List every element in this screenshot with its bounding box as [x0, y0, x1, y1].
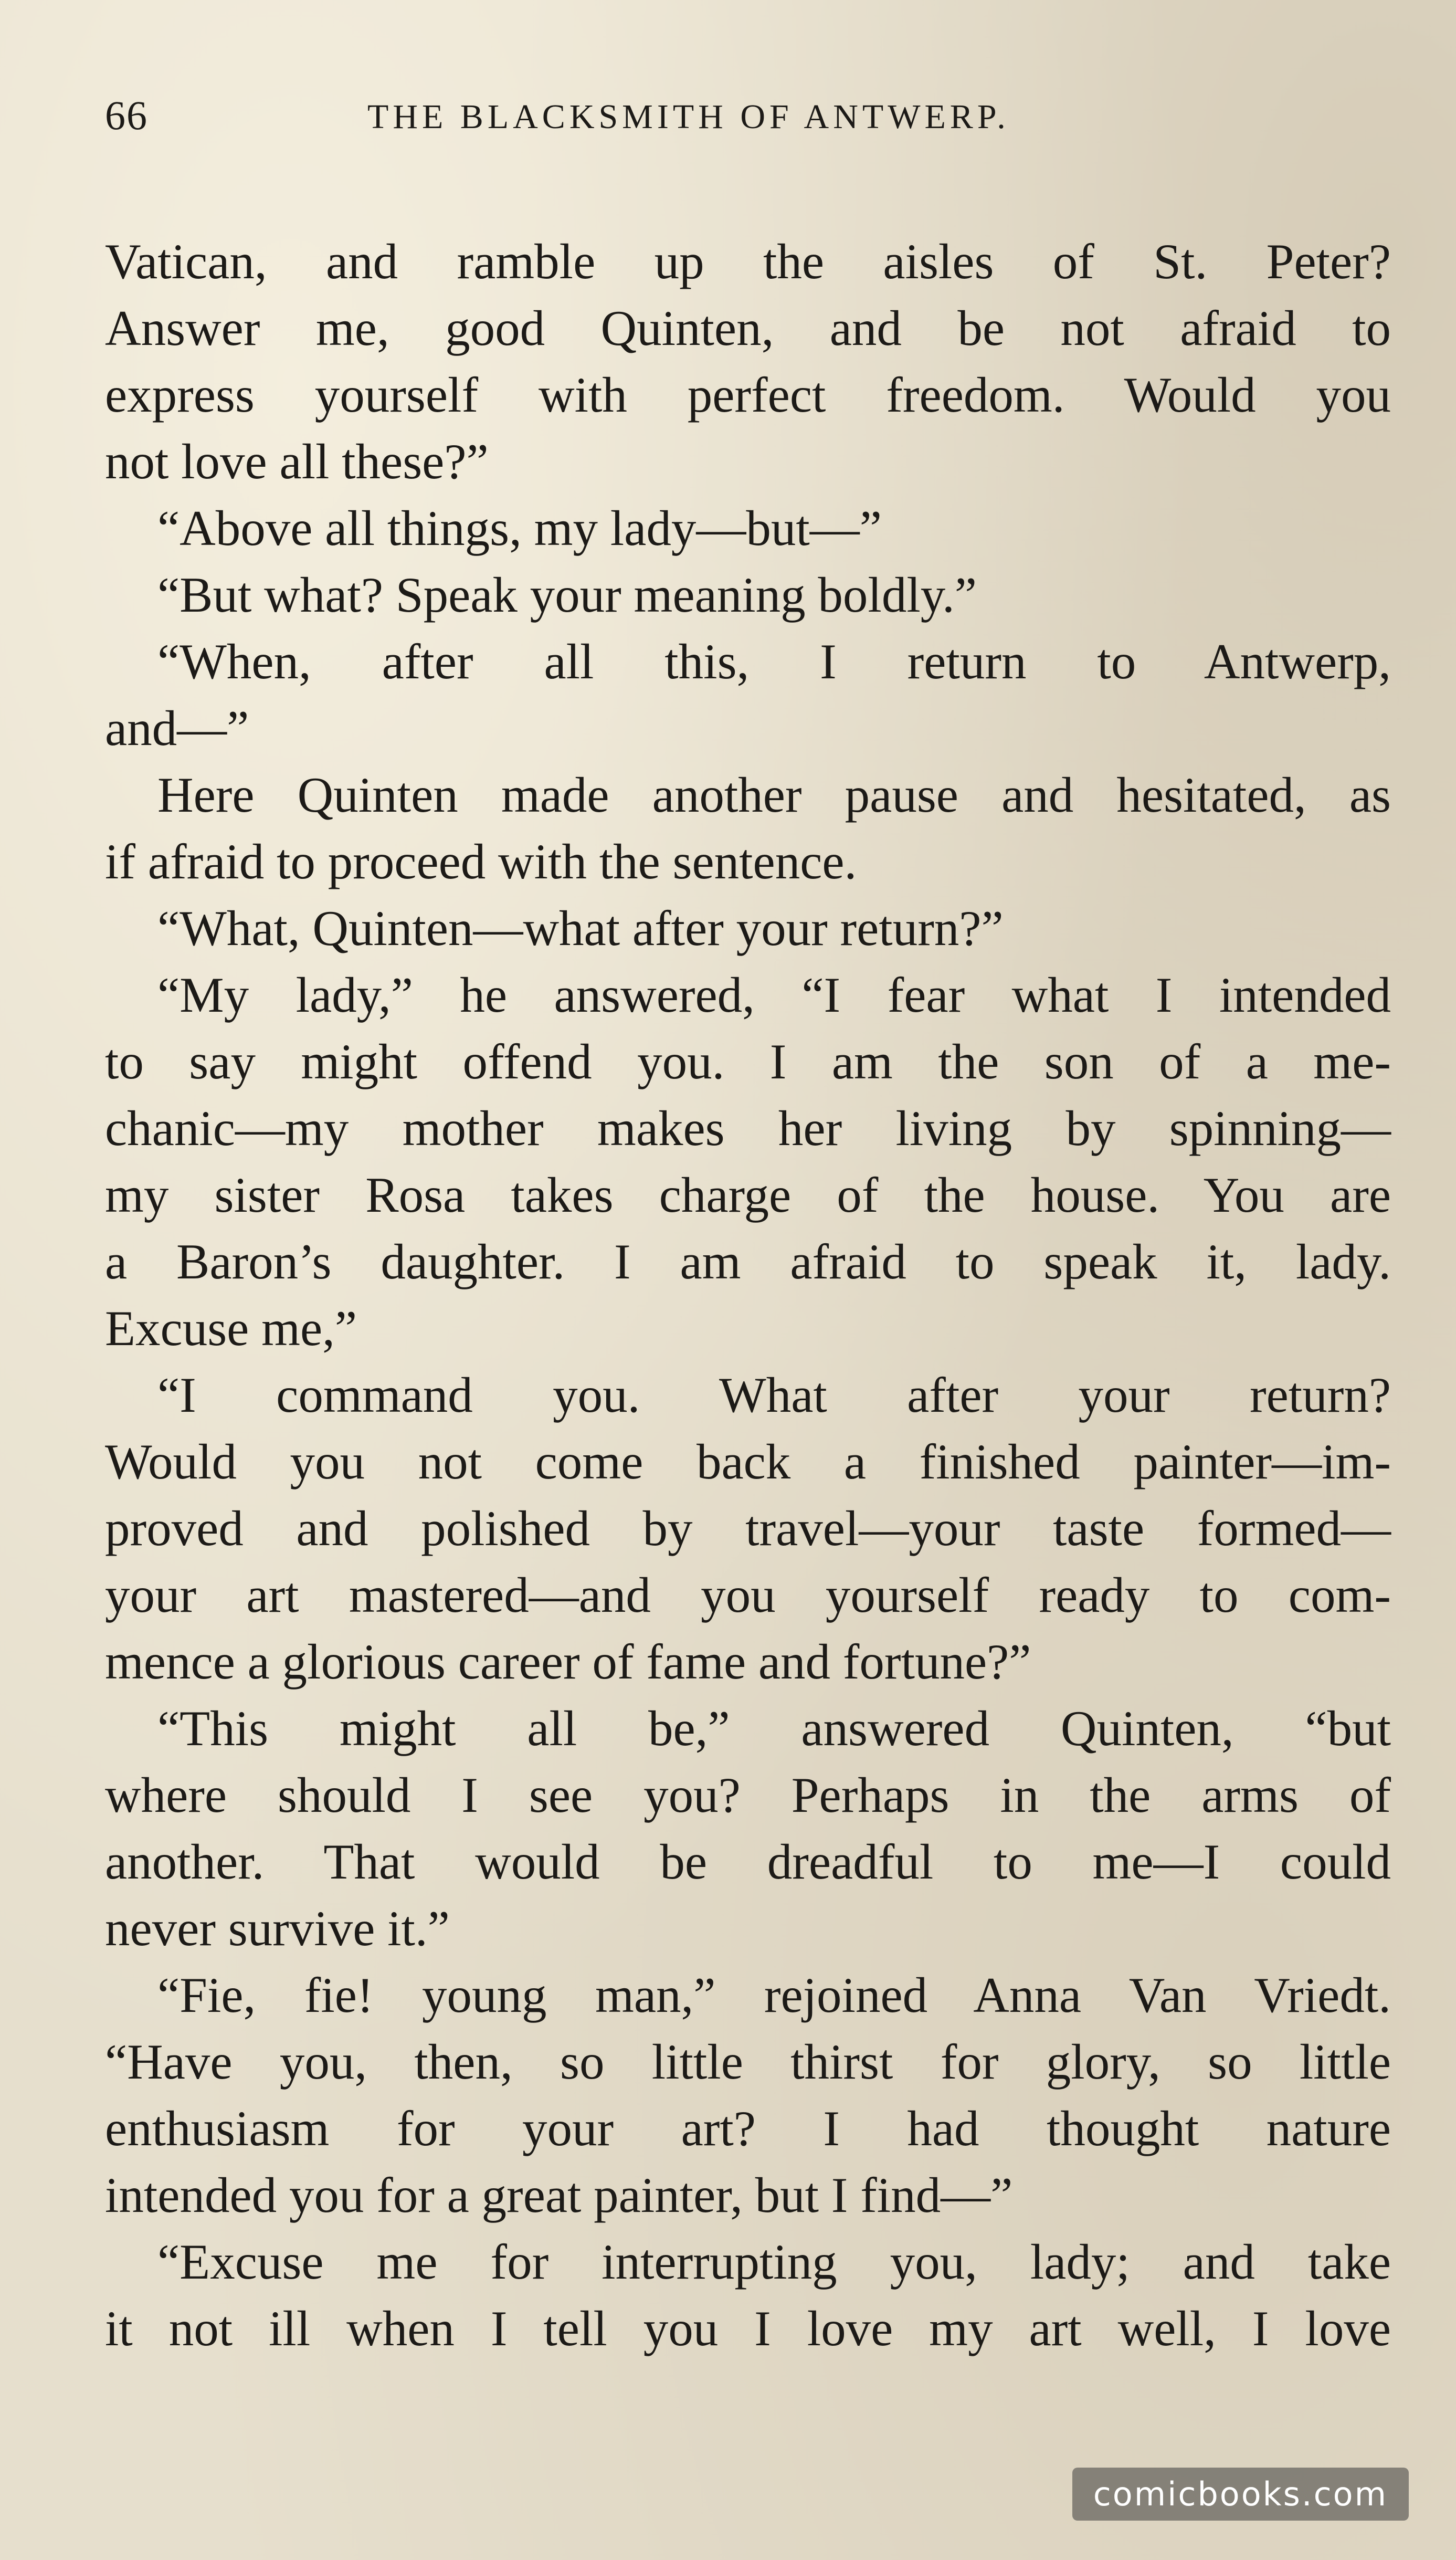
text-line: and—” — [105, 700, 249, 756]
text-line: Would you not come back a finished painter—im- — [105, 1434, 1391, 1489]
running-title: THE BLACKSMITH OF ANTWERP. — [367, 98, 1010, 136]
running-head — [105, 92, 1391, 155]
body-text — [105, 228, 1391, 2362]
book-page — [105, 92, 1391, 2362]
text-line: “When, after all this, I return to Antwerp, — [157, 634, 1391, 689]
text-line: “But what? Speak your meaning boldly.” — [157, 567, 977, 623]
text-line: “What, Quinten—what after your return?” — [157, 900, 1004, 956]
text-line: never survive it.” — [105, 1901, 450, 1956]
text-line: your art mastered—and you yourself ready to com- — [105, 1567, 1391, 1623]
text-line: Vatican, and ramble up the aisles of St. Peter? — [105, 234, 1391, 289]
text-line: mence a glorious career of fame and fortune?” — [105, 1634, 1031, 1690]
text-line: “My lady,” he answered, “I fear what I intended — [157, 967, 1391, 1023]
text-line: “Have you, then, so little thirst for glory, so little — [105, 2034, 1391, 2090]
text-line: “Fie, fie! young man,” rejoined Anna Van Vriedt. — [157, 1967, 1391, 2023]
text-line: my sister Rosa takes charge of the house. You are — [105, 1167, 1391, 1223]
text-line: not love all these?” — [105, 434, 489, 489]
text-line: “This might all be,” answered Quinten, “but — [157, 1701, 1391, 1756]
text-line: another. That would be dreadful to me—I could — [105, 1834, 1391, 1890]
text-line: chanic—my mother makes her living by spinning— — [105, 1100, 1391, 1156]
page-number: 66 — [105, 92, 148, 138]
text-line: “Above all things, my lady—but—” — [157, 500, 882, 556]
text-line: proved and polished by travel—your taste formed— — [105, 1501, 1391, 1556]
watermark: comicbooks.com — [1072, 2468, 1409, 2521]
text-line: Excuse me,” — [105, 1300, 357, 1356]
text-line: a Baron’s daughter. I am afraid to speak it, lady. — [105, 1234, 1391, 1289]
text-line: enthusiasm for your art? I had thought nature — [105, 2101, 1391, 2156]
text-line: to say might offend you. I am the son of a me- — [105, 1034, 1391, 1089]
text-line: Here Quinten made another pause and hesitated, as — [157, 767, 1391, 823]
text-line: intended you for a great painter, but I find—” — [105, 2167, 1013, 2223]
text-line: “Excuse me for interrupting you, lady; and take — [157, 2234, 1391, 2290]
text-line: it not ill when I tell you I love my art well, I love — [105, 2301, 1391, 2356]
text-line: “I command you. What after your return? — [157, 1367, 1391, 1423]
text-line: express yourself with perfect freedom. Would you — [105, 367, 1391, 423]
text-line: where should I see you? Perhaps in the arms of — [105, 1767, 1391, 1823]
text-line: if afraid to proceed with the sentence. — [105, 834, 857, 889]
text-line: Answer me, good Quinten, and be not afraid to — [105, 300, 1391, 356]
